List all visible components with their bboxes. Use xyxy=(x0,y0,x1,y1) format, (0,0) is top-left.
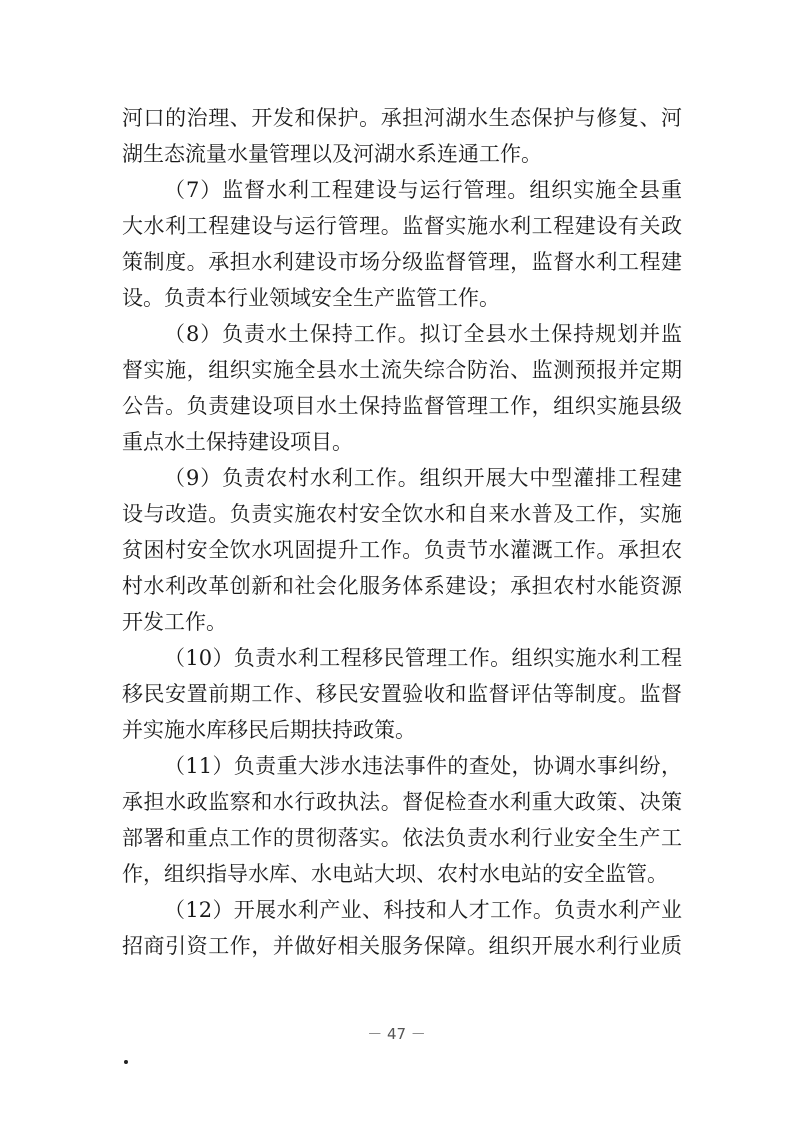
text-line: 开发工作。 xyxy=(122,610,227,634)
text-line: （7）监督水利工程建设与运行管理。组织实施全县重 xyxy=(164,178,682,202)
text-line: 大水利工程建设与运行管理。监督实施水利工程建设有关政 xyxy=(122,214,682,238)
text-line: 招商引资工作，并做好相关服务保障。组织开展水利行业质 xyxy=(122,934,682,958)
text-line: 部署和重点工作的贯彻落实。依法负责水利行业安全生产工 xyxy=(122,826,682,850)
text-line: 河口的治理、开发和保护。承担河湖水生态保护与修复、河 xyxy=(122,106,682,130)
page-number: － 47 － xyxy=(367,1025,426,1043)
text-line: 承担水政监察和水行政执法。督促检查水利重大政策、决策 xyxy=(122,790,682,814)
text-line: 移民安置前期工作、移民安置验收和监督评估等制度。监督 xyxy=(122,682,682,706)
stray-dot xyxy=(124,1060,128,1064)
text-line: 湖生态流量水量管理以及河湖水系连通工作。 xyxy=(122,142,542,166)
text-line: 贫困村安全饮水巩固提升工作。负责节水灌溉工作。承担农 xyxy=(122,538,682,562)
text-line: （8）负责水土保持工作。拟订全县水土保持规划并监 xyxy=(164,322,682,346)
text-line: 设。负责本行业领域安全生产监管工作。 xyxy=(122,286,500,310)
text-line: 公告。负责建设项目水土保持监督管理工作，组织实施县级 xyxy=(122,394,682,418)
text-line: 督实施，组织实施全县水土流失综合防治、监测预报并定期 xyxy=(122,358,682,382)
text-line: （11）负责重大涉水违法事件的查处，协调水事纠纷， xyxy=(164,754,682,778)
text-line: 村水利改革创新和社会化服务体系建设；承担农村水能资源 xyxy=(122,574,682,598)
text-line: （9）负责农村水利工作。组织开展大中型灌排工程建 xyxy=(164,466,682,490)
text-line: 设与改造。负责实施农村安全饮水和自来水普及工作，实施 xyxy=(122,502,682,526)
text-line: （10）负责水利工程移民管理工作。组织实施水利工程 xyxy=(164,646,682,670)
text-line: （12）开展水利产业、科技和人才工作。负责水利产业 xyxy=(164,898,682,922)
text-line: 作，组织指导水库、水电站大坝、农村水电站的安全监管。 xyxy=(122,862,668,886)
text-line: 并实施水库移民后期扶持政策。 xyxy=(122,718,416,742)
text-line: 重点水土保持建设项目。 xyxy=(122,430,353,454)
text-line: 策制度。承担水利建设市场分级监督管理，监督水利工程建 xyxy=(122,250,682,274)
